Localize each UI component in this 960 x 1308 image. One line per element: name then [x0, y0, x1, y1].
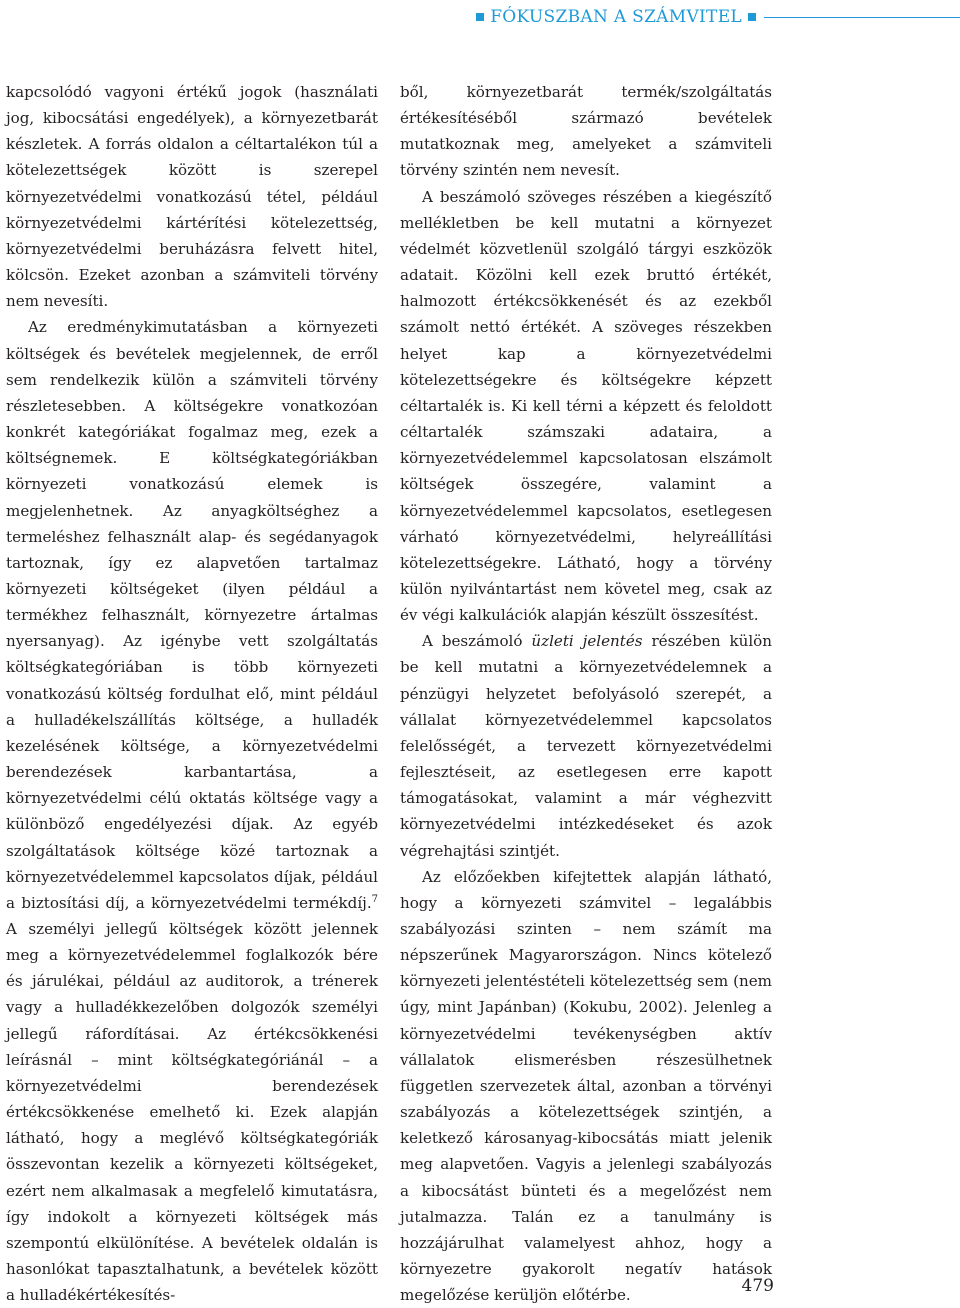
left-paragraph-1: kapcsolódó vagyoni értékű jogok (használati jog, kibocsátási engedélyek), a környezetbarát készletek. A forrás oldalon a céltartalékon túl a kötelezettségek között is szerepel környezetvédelmi vonatkozású tétel, például környezetvédelmi kártérítési kötelezettség, környezetvédelmi beruházásra felvett hitel, kölcsön. Ezeket azonban a számviteli törvény nem nevesíti.	[6, 83, 378, 311]
right-paragraph-3	[400, 628, 772, 863]
right-paragraph-1: ből, környezetbarát termék/szolgáltatás értékesítéséből származó bevételek mutatkoznak meg, amelyeket a számviteli törvény szintén nem nevesít.	[400, 83, 772, 180]
header-title: FÓKUSZBAN A SZÁMVITEL	[490, 7, 742, 27]
left-paragraph-2-text-b: A személyi jellegű költségek között jelennek meg a környezetvédelemmel foglalkozók bére és járulékai, például az auditorok, a trénerek vagy a hulladékkezelőben dolgozók személyi jellegű ráfordításai. Az értékcsökkenési leírásnál – mint költségkategóriánál – a környezetvédelmi berendezések értékcsökkenése emelhető ki. Ezek alapján látható, hogy a meglévő költségkategóriák összevontan kezelik a környezeti költségeket, ezért nem alkalmasak a megfelelő kimutatásra, így indokolt a környezeti költségek más szempontú elkülönítése. A bevételek oldalán is hasonlókat tapasztalhatunk, a bevételek között a hulladékértékesítés-	[6, 920, 378, 1305]
right-paragraph-3-text-a: A beszámoló	[422, 632, 532, 651]
left-column	[6, 79, 378, 1308]
page-number: 479	[741, 1276, 774, 1296]
right-paragraph-3-emphasis: üzleti jelentés	[531, 632, 643, 651]
left-paragraph-2	[6, 314, 378, 1308]
header-square-right-icon	[748, 13, 756, 21]
header-rule	[764, 17, 960, 18]
running-header	[476, 6, 960, 28]
header-square-left-icon	[476, 13, 484, 21]
right-paragraph-3-text-b: részében külön be kell mutatni a környezetvédelemnek a pénzügyi helyzetet befolyásoló szerepét, a vállalat környezetvédelemmel kapcsolatos felelősségét, a tervezett környezetvédelmi fejlesztéseit, az esetlegesen erre kapott támogatásokat, valamint a már véghezvitt környezetvédelmi intézkedéseket és azok végrehajtási szintjét.	[400, 632, 772, 860]
left-paragraph-2-text-a: Az eredménykimutatásban a környezeti költségek és bevételek megjelennek, de erről sem rendelkezik külön a számviteli törvény részletesebben. A költségekre vonatkozóan konkrét kategóriákat fogalmaz meg, ezek a költségnemek. E költségkategóriákban környezeti vonatkozású elemek is megjelenhetnek. Az anyagköltséghez a termeléshez felhasznált alap- és segédanyagok tartoznak, így ez alapvetően tartalmaz környezeti költségeket (ilyen például a termékhez felhasznált, környezetre ártalmas nyersanyag). Az igénybe vett szolgáltatás költségkategóriában is több környezeti vonatkozású költség fordulhat elő, mint például a hulladékelszállítás költsége, a hulladék kezelésének költsége, a környezetvédelmi berendezések karbantartása, a környezetvédelmi célú oktatás költsége vagy a különböző engedélyezési díjak. Az egyéb szolgáltatások költsége közé tartoznak a környezetvédelemmel kapcsolatos díjak, például a biztosítási díj, a környezetvédelmi termékdíj.	[6, 318, 378, 912]
right-column	[400, 79, 772, 1308]
right-paragraph-2: A beszámoló szöveges részében a kiegészítő mellékletben be kell mutatni a környezet védelmét közvetlenül szolgáló tárgyi eszközök adatait. Közölni kell ezek bruttó értékét, halmozott értékcsökkenését és az ezekből számolt nettó értékét. A szöveges részekben helyet kap a környezetvédelmi kötelezettségekre és költségekre képzett céltartalék is. Ki kell térni a képzett és feloldott céltartalék számszaki adataira, a környezetvédelemmel kapcsolatosan elszámolt költségek összegére, valamint a környezetvédelemmel kapcsolatos, esetlegesen várható környezetvédelmi, helyreállítási kötelezettségekre. Látható, hogy a törvény külön nyilvántartást nem követel meg, csak az év végi kalkulációk alapján készült összesítést.	[400, 187, 772, 625]
footnote-ref: 7	[371, 893, 378, 905]
right-paragraph-4: Az előzőekben kifejtettek alapján látható, hogy a környezeti számvitel – legalábbis szabályozási szinten – nem számít ma népszerűnek Magyarországon. Nincs kötelező környezeti jelentéstételi kötelezettség sem (nem úgy, mint Japánban) (Kokubu, 2002). Jelenleg a környezetvédelmi tevékenységben aktív vállalatok elismerésben részesülhetnek független szervezetek által, azonban a törvényi szabályozás a kötelezettségek szintjén, a keletkező károsanyag-kibocsátás miatt jelenik meg alapvetően. Vagyis a jelenlegi szabályozás a kibocsátást bünteti és a megelőzést nem jutalmazza. Talán ez a tanulmány is hozzájárulhat valamelyest ahhoz, hogy a környezetre gyakorolt negatív hatások megelőzése kerüljön előtérbe.	[400, 867, 772, 1305]
